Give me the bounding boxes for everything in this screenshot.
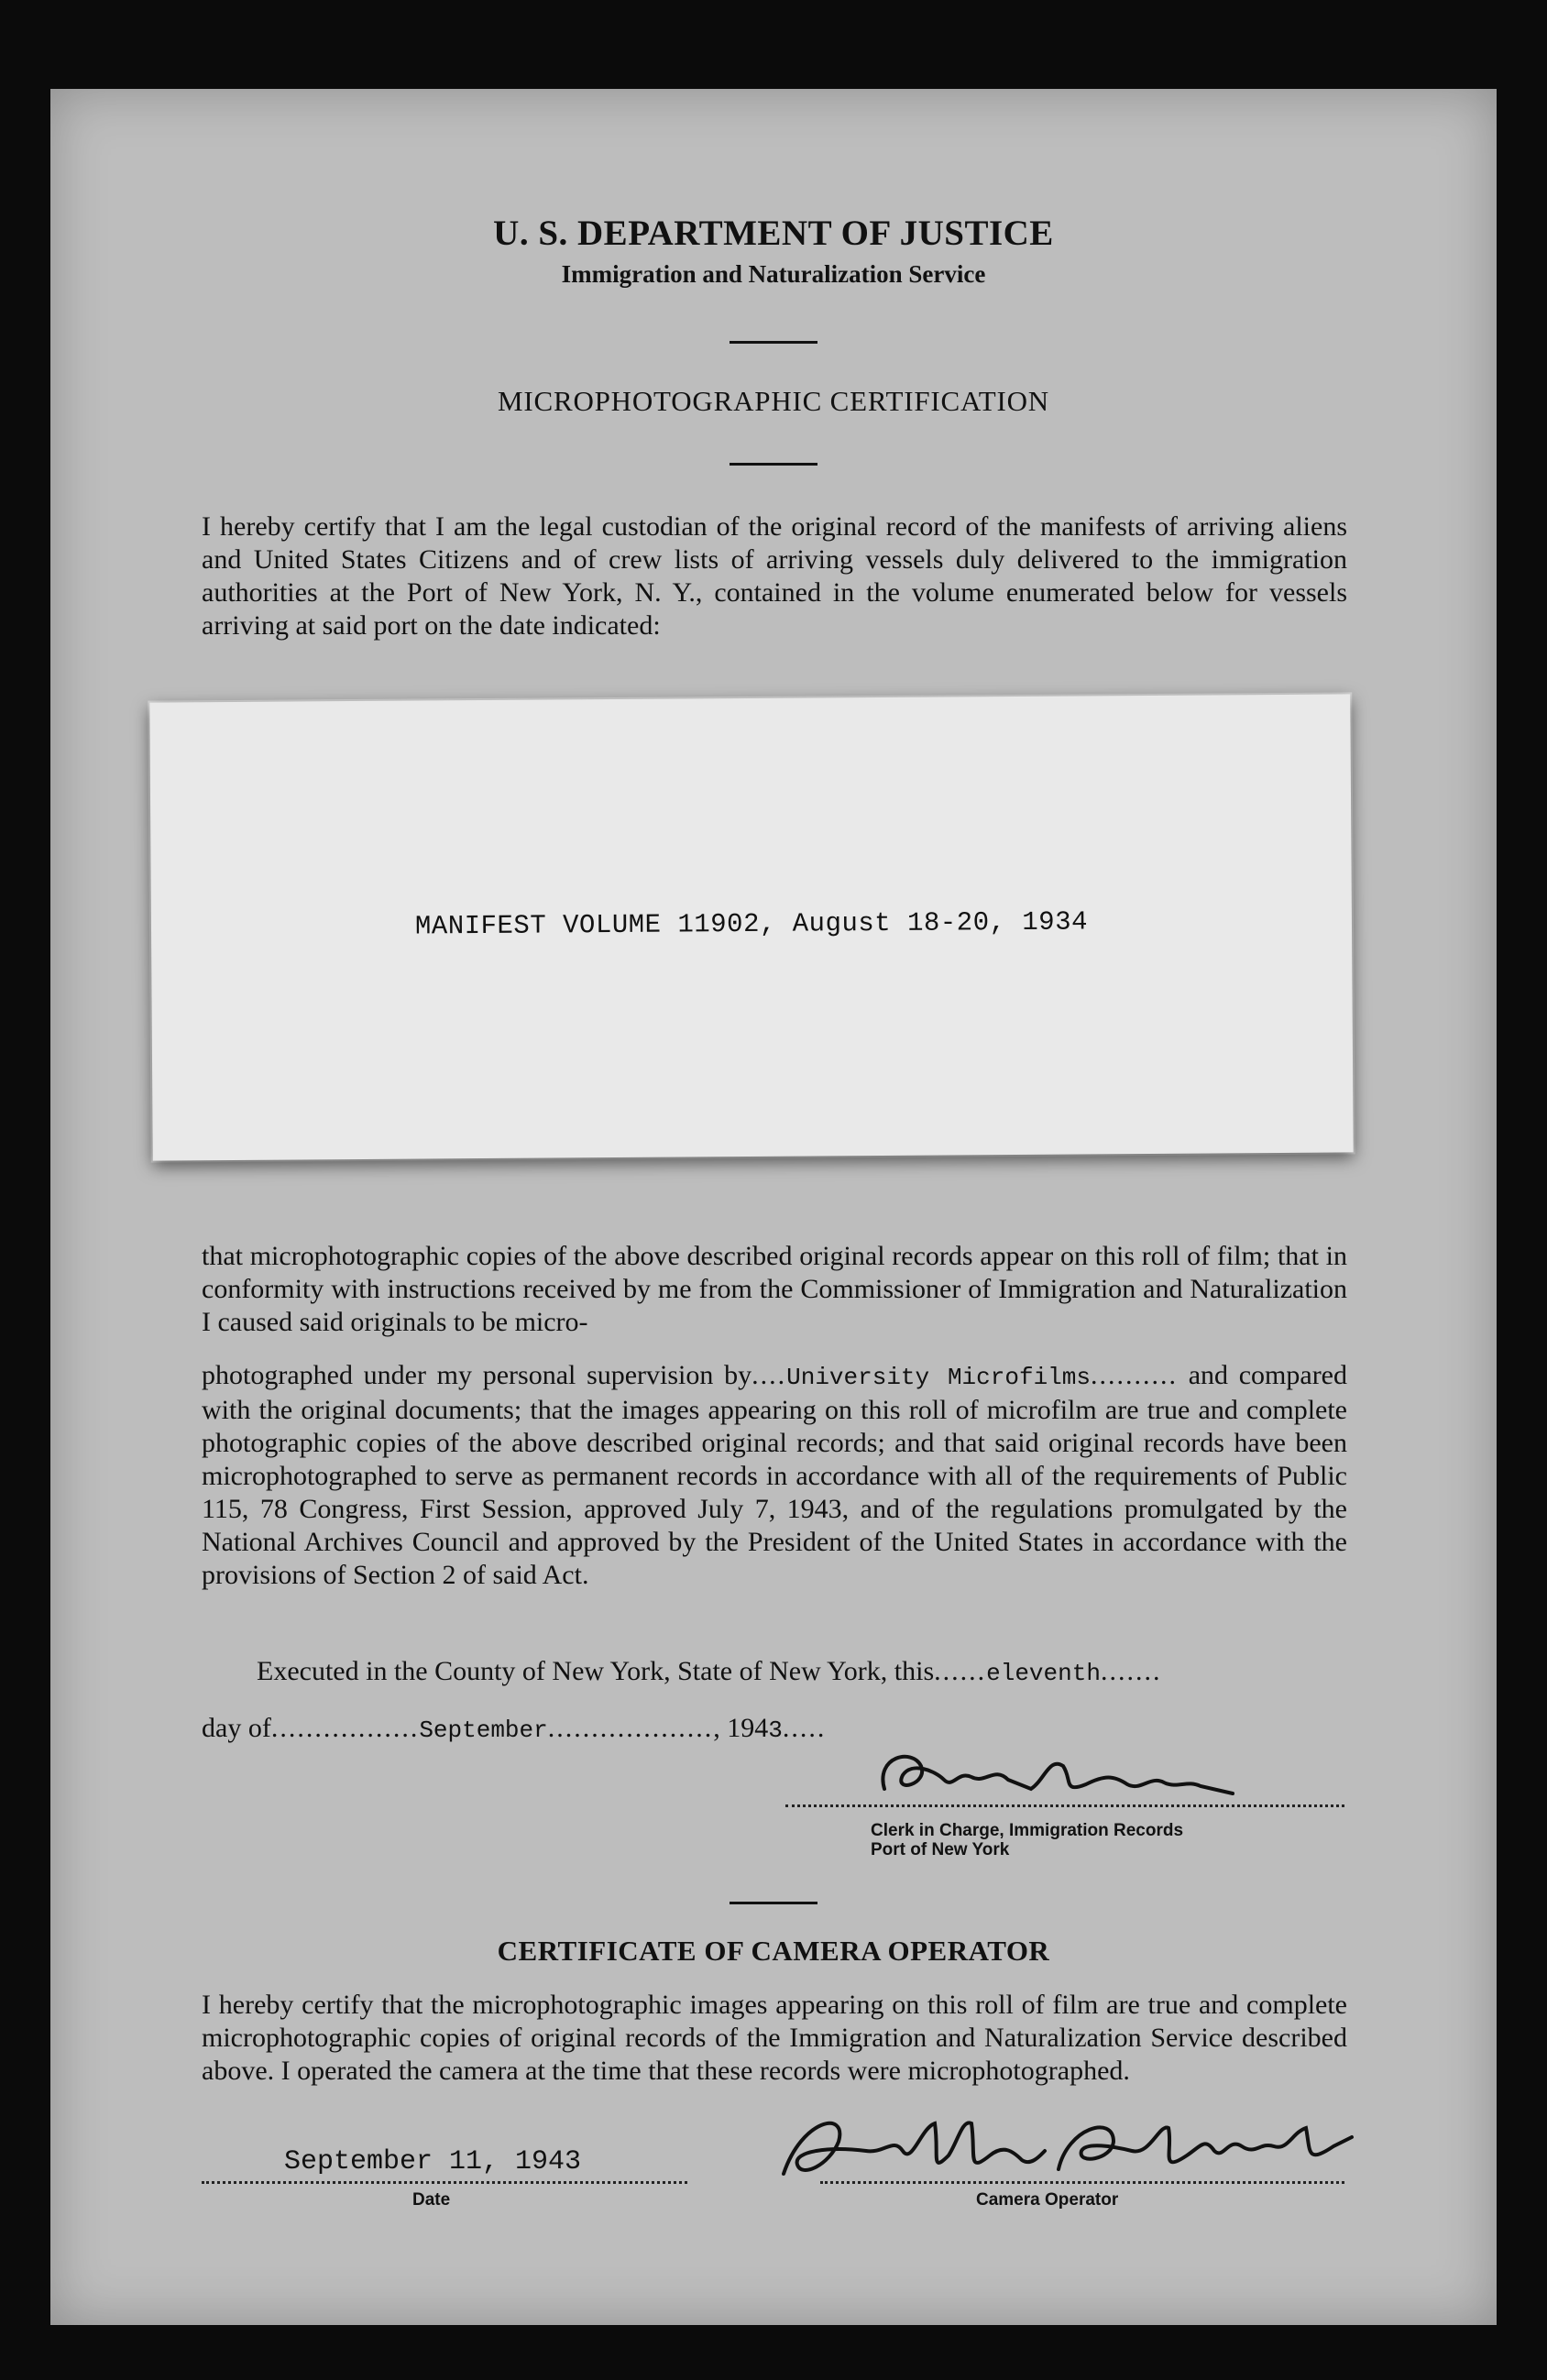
operator-date-value: September 11, 1943 [284,2146,582,2177]
photographer-name: University Microfilms [786,1364,1091,1391]
clerk-signature [857,1738,1242,1821]
clerk-signature-line [785,1804,1344,1807]
body-text-rest: and compared with the original documents; that the images appearing on this roll of microfilm are true and complete photographic copies of the above described original records; and that said original records have been microphotographed to serve as permanent records in accordance with all of the requirements of Public 115, 78 Congress, First Session, approved July 7, 1943, and of the regulations promulgated by the National Archives Council and approved by the President of the United States in accordance with the provisions of Section 2 of said Act. [202,1360,1348,1590]
clerk-title-line1: Clerk in Charge, Immigration Records [871,1821,1184,1840]
certification-title: MICROPHOTOGRAPHIC CERTIFICATION [498,385,1049,417]
camera-operator-line [820,2181,1344,2184]
clerk-title-line2: Port of New York [871,1840,1010,1859]
execution-month: September [419,1716,548,1744]
manifest-label-card [149,694,1353,1160]
photographed-prefix: photographed under my personal supervision by [202,1360,752,1390]
clerk-title [871,1821,1183,1859]
date-line [202,2181,687,2184]
department-heading: U. S. DEPARTMENT OF JUSTICE [493,214,1054,253]
body-paragraph-top [202,1240,1347,1339]
operator-certificate-title: CERTIFICATE OF CAMERA OPERATOR [497,1935,1050,1967]
body-paragraph: photographed under my personal supervision by....University Microfilms.......... and compared with the original documents; that the images appearing on this roll of microfilm are true and complete photographic copies of the above described original records; and that said original records have been microphotographed to serve as permanent records in accordance with all of the requirements of Public 115, 78 Congress, First Session, approved July 7, 1943, and of the regulations promulgated by the National Archives Council and approved by the President of the United States in accordance with the provisions of Section 2 of said Act. [202,1360,1348,1590]
divider-rule [730,463,817,466]
service-subheading: Immigration and Naturalization Service [561,260,986,288]
intro-paragraph: I hereby certify that I am the legal custodian of the original record of the manifests of arriving aliens and United States Citizens and of crew lists of arriving vessels duly delivered to the immigration authorities at the Port of New York, N. Y., contained in the volume enumerated below for vessels arriving at said port on the date indicated: [202,511,1347,641]
body-text-line1: that microphotographic copies of the above described original records appear on this roll of film; that in conformity with instructions received by me from the Commissioner of Immigration and Naturalization I caused said originals to be micro- [202,1241,1347,1337]
manifest-volume-label: MANIFEST VOLUME 11902, August 18-20, 1934 [414,906,1089,942]
operator-paragraph: I hereby certify that the microphotographic images appearing on this roll of film are true and complete microphotographic copies of original records of the Immigration and Naturalization Service described above. I operated the camera at the time that these records were microphotographed. [202,1990,1347,2086]
day-of-label: day of [202,1713,271,1743]
year-digit: 3 [768,1716,783,1744]
camera-operator-label: Camera Operator [976,2190,1119,2210]
certificate-page [50,89,1497,2325]
divider-rule [730,1902,817,1904]
divider-rule [730,341,817,344]
year-prefix: , 194 [713,1713,769,1743]
execution-day: eleventh [986,1660,1101,1687]
camera-operator-signature [765,2100,1361,2192]
execution-line: Executed in the County of New York, State of New York, this......eleventh....... [257,1656,1162,1687]
execution-prefix: Executed in the County of New York, State of New York, this [257,1656,935,1686]
day-of-line: day of.................September..................., 1943..... [202,1713,827,1744]
date-label: Date [412,2190,451,2210]
